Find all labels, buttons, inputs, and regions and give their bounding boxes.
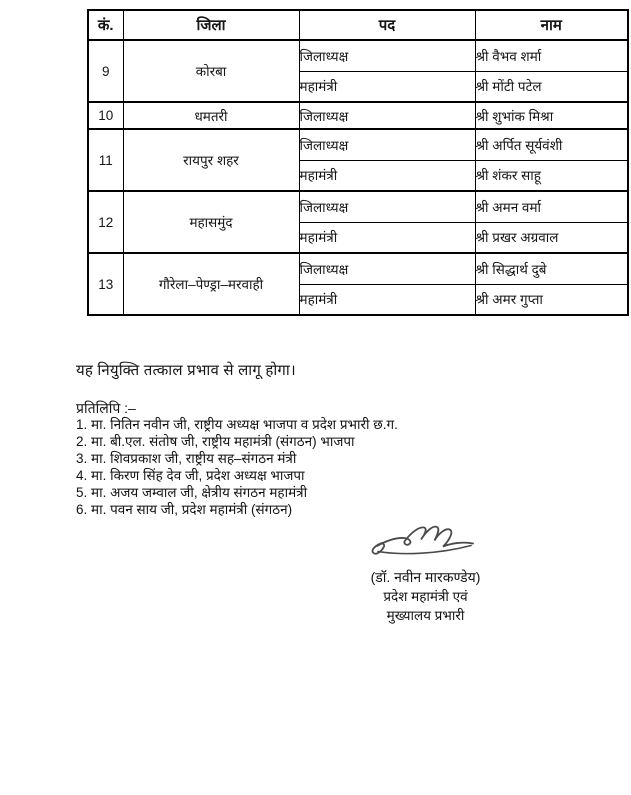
- district-cell: धमतरी: [123, 102, 299, 129]
- signature-block: [343, 520, 508, 625]
- signatory-title-line1: प्रदेश महामंत्री एवं: [383, 589, 468, 604]
- name-cell: श्री सिद्धार्थ दुबे: [475, 253, 628, 284]
- post-cell: महामंत्री: [299, 71, 475, 102]
- row-number-cell: 10: [88, 102, 123, 129]
- name-cell: श्री अमन वर्मा: [475, 191, 628, 222]
- row-number-cell: 11: [88, 129, 123, 191]
- name-cell: श्री अर्पित सूर्यवंशी: [475, 129, 628, 160]
- signatory-title-line2: मुख्यालय प्रभारी: [386, 608, 465, 623]
- row-number-cell: 12: [88, 191, 123, 253]
- table-row: [88, 253, 628, 284]
- appointments-table-container: [87, 9, 629, 316]
- name-cell: श्री वैभव शर्मा: [475, 40, 628, 71]
- copies-heading: प्रतिलिपि :–: [76, 400, 136, 416]
- row-number-cell: 13: [88, 253, 123, 315]
- header-name: नाम: [475, 10, 628, 40]
- row-number-cell: 9: [88, 40, 123, 102]
- copies-item: 1. मा. नितिन नवीन जी, राष्ट्रीय अध्यक्ष भाजपा व प्रदेश प्रभारी छ.ग.: [76, 417, 398, 432]
- header-post: पद: [299, 10, 475, 40]
- table-row: [88, 40, 628, 71]
- appointments-table: [87, 9, 629, 316]
- post-cell: जिलाध्यक्ष: [299, 40, 475, 71]
- post-cell: जिलाध्यक्ष: [299, 191, 475, 222]
- district-cell: महासमुंद: [123, 191, 299, 253]
- name-cell: श्री प्रखर अग्रवाल: [475, 222, 628, 253]
- effective-note: यह नियुक्ति तत्काल प्रभाव से लागू होगा।: [76, 362, 296, 379]
- copies-list: [76, 416, 398, 518]
- table-row: [88, 102, 628, 129]
- post-cell: जिलाध्यक्ष: [299, 253, 475, 284]
- header-district: जिला: [123, 10, 299, 40]
- table-row: [88, 129, 628, 160]
- post-cell: महामंत्री: [299, 222, 475, 253]
- name-cell: श्री मोंटी पटेल: [475, 71, 628, 102]
- copies-item: 2. मा. बी.एल. संतोष जी, राष्ट्रीय महामंत्री (संगठन) भाजपा: [76, 434, 355, 449]
- post-cell: जिलाध्यक्ष: [299, 102, 475, 129]
- post-cell: महामंत्री: [299, 160, 475, 191]
- name-cell: श्री शुभांक मिश्रा: [475, 102, 628, 129]
- copies-item: 6. मा. पवन साय जी, प्रदेश महामंत्री (संगठन): [76, 502, 293, 517]
- district-cell: कोरबा: [123, 40, 299, 102]
- table-header-row: [88, 10, 628, 40]
- district-cell: गौरेला–पेण्ड्रा–मरवाही: [123, 253, 299, 315]
- copies-item: 3. मा. शिवप्रकाश जी, राष्ट्रीय सह–संगठन मंत्री: [76, 451, 297, 466]
- name-cell: श्री शंकर साहू: [475, 160, 628, 191]
- copies-item: 5. मा. अजय जम्वाल जी, क्षेत्रीय संगठन महामंत्री: [76, 485, 308, 500]
- signatory-name: (डॉ. नवीन मारकण्डेय): [370, 569, 481, 585]
- copies-item: 4. मा. किरण सिंह देव जी, प्रदेश अध्यक्ष भाजपा: [76, 468, 305, 483]
- table-row: [88, 191, 628, 222]
- district-cell: रायपुर शहर: [123, 129, 299, 191]
- signature-scribble: [367, 520, 485, 562]
- name-cell: श्री अमर गुप्ता: [475, 284, 628, 315]
- post-cell: जिलाध्यक्ष: [299, 129, 475, 160]
- post-cell: महामंत्री: [299, 284, 475, 315]
- header-serial: कं.: [88, 10, 123, 40]
